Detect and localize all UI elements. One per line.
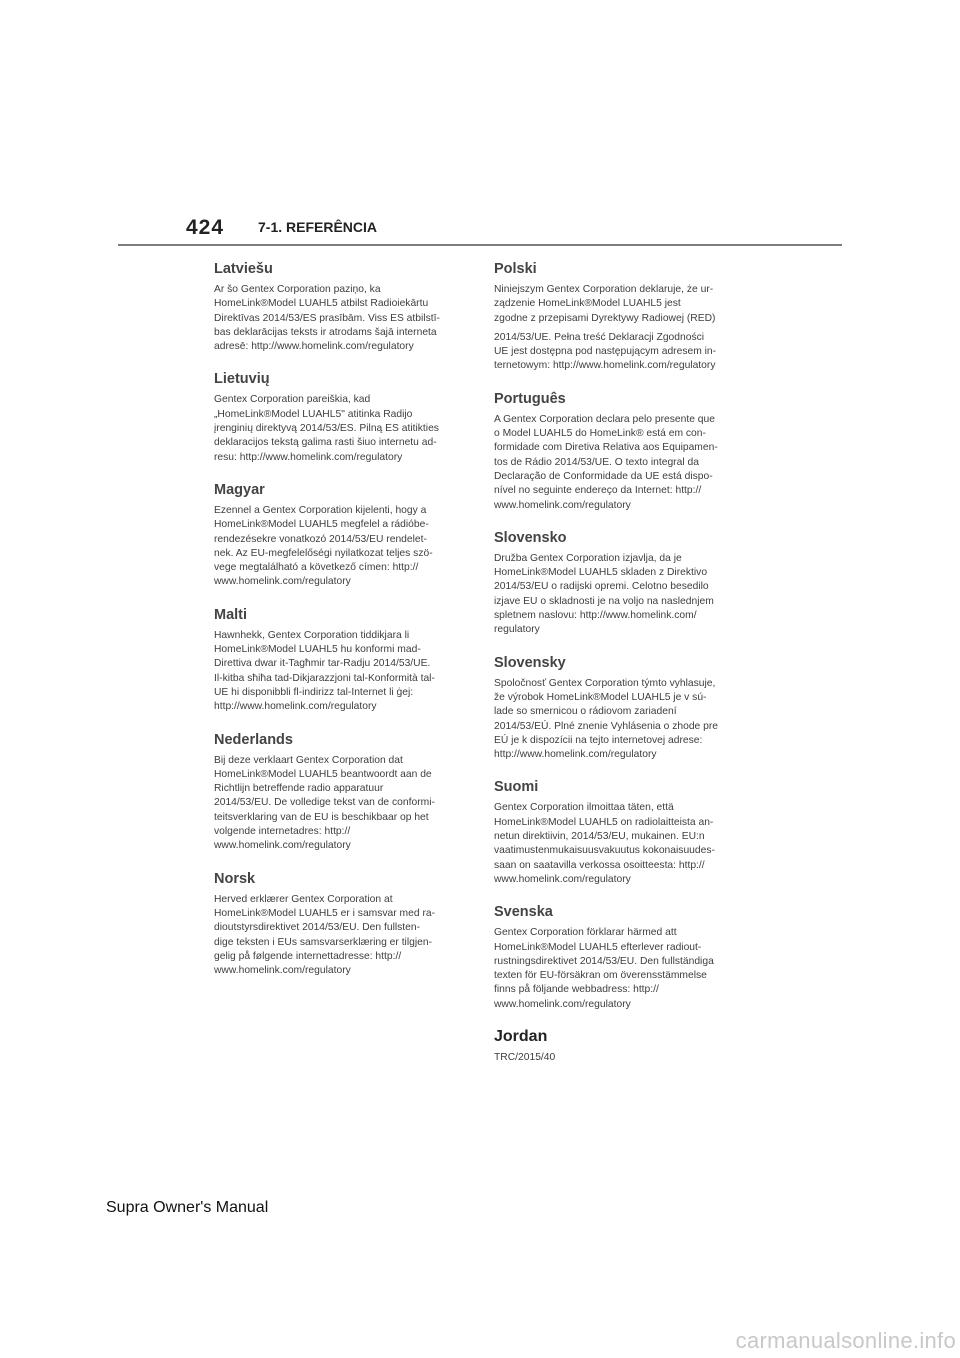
text-line: vege megtalálható a következő címen: http:// <box>214 562 419 574</box>
text-line: zgodne z przepisami Dyrektywy Radiowej (RED) <box>494 312 716 324</box>
section-heading: Português <box>494 390 566 407</box>
section-norsk <box>214 870 464 979</box>
text-line: gelig på følgende internettadresse: http:// <box>214 950 402 962</box>
page-number: 424 <box>186 216 225 239</box>
text-line: HomeLink®Model LUAHL5 hu konformi mad- <box>214 644 421 656</box>
text-line: Gentex Corporation ilmoittaa täten, että <box>494 802 674 814</box>
section-slovensko <box>494 529 744 638</box>
section-nederlands <box>214 731 464 854</box>
section-paragraph <box>494 552 744 638</box>
text-line: nek. Az EU-megfelelőségi nyilatkozat teljes szö- <box>214 547 433 559</box>
text-line: ternetowym: http://www.homelink.com/regulatory <box>494 360 716 372</box>
section-suomi <box>494 778 744 887</box>
section-heading: Magyar <box>214 481 265 498</box>
text-line: finns på följande webbadress: http:// <box>494 984 659 996</box>
manual-title: Supra Owner's Manual <box>106 1199 269 1216</box>
text-line: Spoločnosť Gentex Corporation týmto vyhlasuje, <box>494 677 716 689</box>
section-latviesu <box>214 260 464 354</box>
text-line: www.homelink.com/regulatory <box>214 576 351 588</box>
text-line: „HomeLink®Model LUAHL5" atitinka Radijo <box>214 408 413 420</box>
section-heading: Latviešu <box>214 261 273 277</box>
section-heading: Lietuvių <box>214 371 270 388</box>
section-paragraph <box>494 331 744 374</box>
text-line: www.homelink.com/regulatory <box>494 998 631 1010</box>
text-line: texten för EU-försäkran om överensstämmelse <box>494 970 707 982</box>
text-line: bas deklarācijas teksts ir atrodams šajā interneta <box>214 326 437 338</box>
section-malti <box>214 606 464 715</box>
text-line: Declaração de Conformidade da UE está dispo- <box>494 470 713 482</box>
text-line: tos de Rádio 2014/53/UE. O texto integral da <box>494 456 699 468</box>
text-line: HomeLink®Model LUAHL5 beantwoordt aan de <box>214 768 432 780</box>
section-paragraph <box>214 629 464 715</box>
section-heading: Norsk <box>214 870 256 887</box>
text-line: deklaracijos tekstą galima rasti šiuo internetu ad- <box>214 437 437 449</box>
section-lietuviu <box>214 370 464 464</box>
text-line: www.homelink.com/regulatory <box>494 873 631 885</box>
watermark-text: carmanualsonline.info <box>735 1328 956 1353</box>
text-line: rustningsdirektivet 2014/53/EU. Den fullständiga <box>494 955 714 967</box>
right-column <box>494 260 744 1081</box>
text-line: izjave EU o skladnosti je na voljo na naslednjem <box>494 595 714 607</box>
text-line: 2014/53/EU. De volledige tekst van de conformi- <box>214 797 435 809</box>
text-line: Družba Gentex Corporation izjavlja, da je <box>494 552 682 564</box>
text-line: adresē: http://www.homelink.com/regulatory <box>214 341 414 353</box>
text-line: Richtlijn betreffende radio apparatuur <box>214 783 384 795</box>
section-heading: Slovensko <box>494 529 567 546</box>
text-line: lade so smernicou o rádiovom zariadení <box>494 706 677 718</box>
section-paragraph <box>214 283 464 354</box>
text-line: EÚ je k dispozícii na tejto internetovej adrese: <box>494 734 703 746</box>
text-line: rendezésekre vonatkozó 2014/53/EU rendelet- <box>214 533 427 545</box>
text-line: vaatimustenmukaisuusvakuutus kokonaisuudes- <box>494 845 715 857</box>
text-line: dige teksten i EUs samsvarserklæring er tilgjen- <box>214 936 433 948</box>
text-line: teitsverklaring van de EU is beschikbaar op het <box>214 811 429 823</box>
text-line: regulatory <box>494 624 540 636</box>
text-line: že výrobok HomeLink®Model LUAHL5 je v sú- <box>494 691 707 703</box>
text-line: HomeLink®Model LUAHL5 atbilst Radioiekārtu <box>214 298 429 310</box>
text-line: saan on saatavilla verkossa osoitteesta: http:// <box>494 859 705 871</box>
section-paragraph <box>494 801 744 887</box>
text-line: http://www.homelink.com/regulatory <box>214 701 377 713</box>
header-divider <box>118 244 842 246</box>
section-heading: Malti <box>214 606 248 623</box>
section-paragraph <box>494 283 744 326</box>
text-line: dioutstyrsdirektivet 2014/53/EU. Den fullsten- <box>214 922 421 934</box>
text-line: Direktīvas 2014/53/ES prasībām. Viss ES atbilstī- <box>214 312 440 324</box>
section-magyar <box>214 481 464 590</box>
text-line: Ezennel a Gentex Corporation kijelenti, hogy a <box>214 504 427 516</box>
text-line: Direttiva dwar it-Tagħmir tar-Radju 2014/53/UE. <box>214 658 431 670</box>
text-line: A Gentex Corporation declara pelo presente que <box>494 413 715 425</box>
text-line: įrenginių direktyvą 2014/53/ES. Pilną ES atitikties <box>214 423 439 435</box>
text-line: nível no seguinte endereço da Internet: http:// <box>494 485 702 497</box>
text-line: UE jest dostępna pod następującym adresem in- <box>494 346 717 358</box>
text-line: HomeLink®Model LUAHL5 skladen z Direktivo <box>494 567 708 579</box>
section-paragraph <box>494 1051 744 1065</box>
section-svenska <box>494 903 744 1012</box>
text-line: www.homelink.com/regulatory <box>214 965 351 977</box>
section-paragraph <box>214 393 464 464</box>
section-heading: Suomi <box>494 779 539 796</box>
section-paragraph <box>214 504 464 590</box>
text-line: www.homelink.com/regulatory <box>214 840 351 852</box>
section-slovensky <box>494 654 744 763</box>
section-paragraph <box>494 926 744 1012</box>
section-paragraph <box>214 893 464 979</box>
text-line: HomeLink®Model LUAHL5 er i samsvar med ra- <box>214 907 436 919</box>
text-line: netun direktiivin, 2014/53/EU, mukainen. EU:n <box>494 831 705 843</box>
text-line: formidade com Diretiva Relativa aos Equipamen- <box>494 442 718 454</box>
text-line: 2014/53/EU o radijski opremi. Celotno besedilo <box>494 581 709 593</box>
text-line: HomeLink®Model LUAHL5 megfelel a rádióbe- <box>214 519 429 531</box>
text-line: 2014/53/UE. Pełna treść Deklaracji Zgodności <box>494 331 705 343</box>
text-line: www.homelink.com/regulatory <box>494 499 631 511</box>
section-heading: Polski <box>494 261 537 277</box>
text-line: o Model LUAHL5 do HomeLink® está em con- <box>494 428 706 440</box>
text-line: 2014/53/EÚ. Plné znenie Vyhlásenia o zhode pre <box>494 720 719 732</box>
section-portugues <box>494 390 744 513</box>
section-polski <box>494 260 744 374</box>
section-paragraph <box>214 754 464 854</box>
section-jordan <box>494 1028 744 1065</box>
text-line: resu: http://www.homelink.com/regulatory <box>214 451 403 463</box>
text-line: HomeLink®Model LUAHL5 efterlever radiout- <box>494 941 702 953</box>
text-line: Niniejszym Gentex Corporation deklaruje, że ur- <box>494 284 714 295</box>
text-line: http://www.homelink.com/regulatory <box>494 749 657 761</box>
section-heading: Nederlands <box>214 731 293 748</box>
text-line: Il-kitba sħiħa tad-Dikjarazzjoni tal-Konformità tal- <box>214 672 435 684</box>
section-heading: Jordan <box>494 1027 548 1045</box>
text-line: UE hi disponibbli fl-indirizz tal-Internet li ġej: <box>214 686 414 698</box>
section-paragraph <box>494 677 744 763</box>
text-line: Herved erklærer Gentex Corporation at <box>214 893 393 905</box>
section-heading: Svenska <box>494 904 553 921</box>
text-line: Gentex Corporation pareiškia, kad <box>214 394 371 406</box>
section-heading: Slovensky <box>494 654 566 671</box>
text-line: ządzenie HomeLink®Model LUAHL5 jest <box>494 298 681 310</box>
text-line: TRC/2015/40 <box>494 1051 556 1063</box>
text-line: Gentex Corporation förklarar härmed att <box>494 927 677 939</box>
text-line: Bij deze verklaart Gentex Corporation dat <box>214 754 403 766</box>
text-line: volgende internetadres: http:// <box>214 826 351 838</box>
text-line: Ar šo Gentex Corporation paziņo, ka <box>214 284 381 295</box>
text-line: Hawnhekk, Gentex Corporation tiddikjara li <box>214 629 410 641</box>
text-line: HomeLink®Model LUAHL5 on radiolaitteista an- <box>494 816 714 828</box>
chapter-title: 7-1. REFERÊNCIA <box>258 219 378 235</box>
text-line: spletnem naslovu: http://www.homelink.com/ <box>494 610 697 622</box>
left-column <box>214 260 464 994</box>
section-paragraph <box>494 413 744 513</box>
